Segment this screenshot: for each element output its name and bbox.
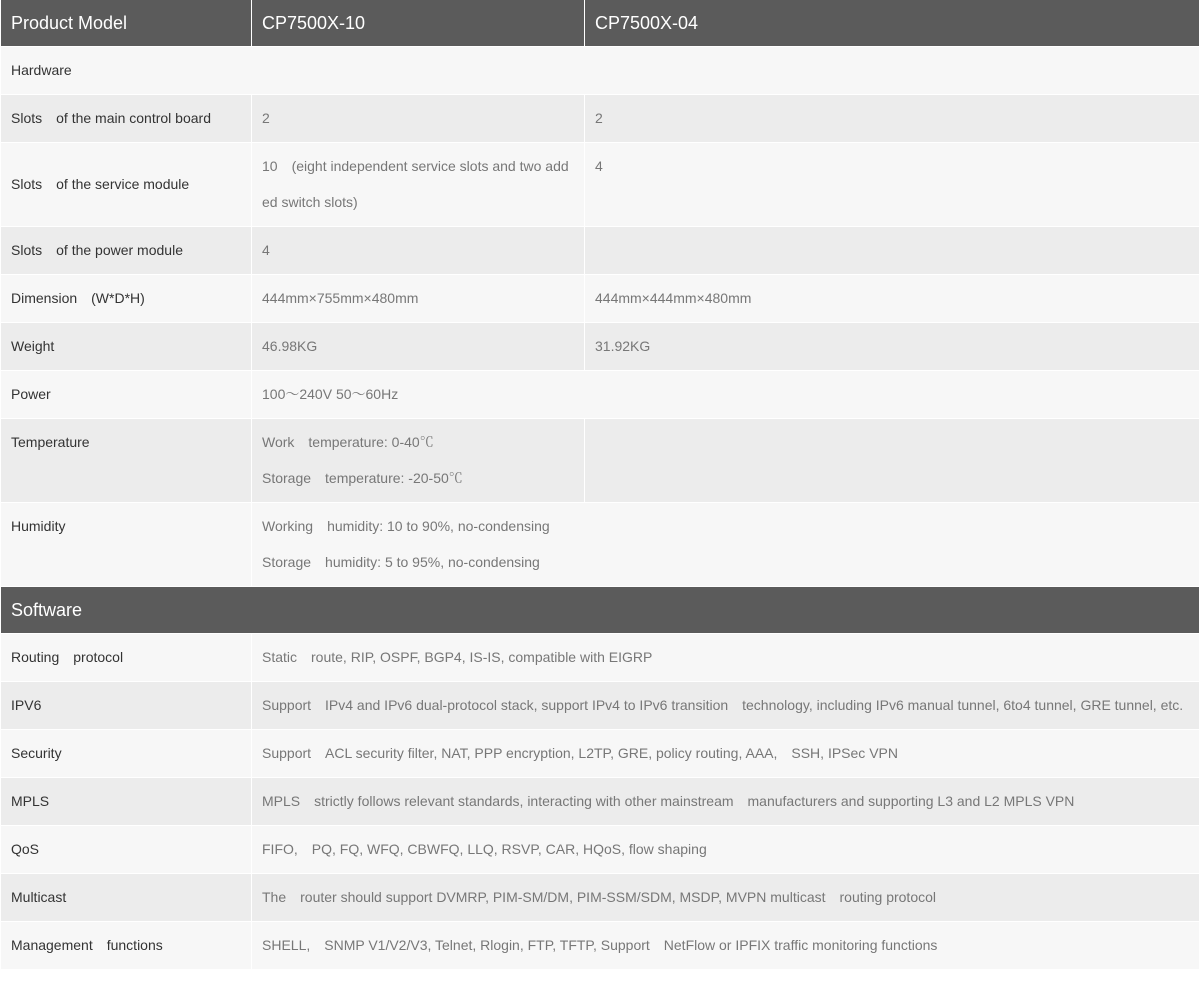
table-row [0, 874, 1200, 922]
table-row [0, 143, 1200, 227]
table-row [0, 275, 1200, 323]
header-model-10: CP7500X-10 [252, 0, 585, 47]
row-label: QoS [0, 826, 252, 874]
section-label-hardware: Hardware [0, 47, 1200, 95]
table-row [0, 95, 1200, 143]
table-row [0, 778, 1200, 826]
table-row [0, 371, 1200, 419]
table-row [0, 826, 1200, 874]
row-value-shared: 100～240V 50～60Hz [252, 371, 1200, 419]
header-model-04: CP7500X-04 [585, 0, 1200, 47]
row-label: Slots of the power module [0, 227, 252, 275]
table-row [0, 227, 1200, 275]
row-value-10: 2 [252, 95, 585, 143]
table-row [0, 682, 1200, 730]
row-value-shared: Support IPv4 and IPv6 dual-protocol stack, support IPv4 to IPv6 transition technology, including IPv6 manual tunnel, 6to4 tunnel, GRE tunnel, etc. [252, 682, 1200, 730]
row-value-shared: The router should support DVMRP, PIM-SM/DM, PIM-SSM/SDM, MSDP, MVPN multicast routing protocol [252, 874, 1200, 922]
table-row [0, 922, 1200, 970]
row-label: Weight [0, 323, 252, 371]
header-product-model: Product Model [0, 0, 252, 47]
row-label: Power [0, 371, 252, 419]
row-label: Humidity [0, 503, 252, 587]
row-value-04: 444mm×444mm×480mm [585, 275, 1200, 323]
row-label: IPV6 [0, 682, 252, 730]
row-value-shared: Support ACL security filter, NAT, PPP encryption, L2TP, GRE, policy routing, AAA, SSH, IPSec VPN [252, 730, 1200, 778]
row-label: Security [0, 730, 252, 778]
row-label: Management functions [0, 922, 252, 970]
table-header-row [0, 0, 1200, 47]
row-label: Multicast [0, 874, 252, 922]
row-value-10: 46.98KG [252, 323, 585, 371]
row-value-shared: FIFO, PQ, FQ, WFQ, CBWFQ, LLQ, RSVP, CAR, HQoS, flow shaping [252, 826, 1200, 874]
row-value-shared: Static route, RIP, OSPF, BGP4, IS-IS, compatible with EIGRP [252, 634, 1200, 682]
table-row [0, 419, 1200, 503]
row-value-shared [252, 503, 1200, 587]
row-value-shared: SHELL, SNMP V1/V2/V3, Telnet, Rlogin, FTP, TFTP, Support NetFlow or IPFIX traffic monitoring functions [252, 922, 1200, 970]
temp-work-line: Work temperature: 0-40℃ [262, 434, 434, 450]
row-value-10: 10 (eight independent service slots and two add ed switch slots) [252, 143, 585, 227]
row-label: Temperature [0, 419, 252, 503]
row-value-04: 4 [585, 143, 1200, 227]
table-row [0, 503, 1200, 587]
row-value-04 [585, 227, 1200, 275]
row-value-04: 31.92KG [585, 323, 1200, 371]
humidity-working-line: Working humidity: 10 to 90%, no-condensing [262, 518, 550, 534]
row-value-04 [585, 419, 1200, 503]
section-row-hardware [0, 47, 1200, 95]
row-value-shared: MPLS strictly follows relevant standards, interacting with other mainstream manufacturers and supporting L3 and L2 MPLS VPN [252, 778, 1200, 826]
row-value-10: 4 [252, 227, 585, 275]
humidity-storage-line: Storage humidity: 5 to 95%, no-condensing [262, 554, 540, 570]
row-label: Slots of the main control board [0, 95, 252, 143]
row-label: MPLS [0, 778, 252, 826]
row-label: Routing protocol [0, 634, 252, 682]
temp-storage-line: Storage temperature: -20-50℃ [262, 470, 463, 486]
row-value-04: 2 [585, 95, 1200, 143]
row-value-10: 444mm×755mm×480mm [252, 275, 585, 323]
section-header-software [0, 587, 1200, 634]
row-label: Slots of the service module [0, 143, 252, 227]
row-label: Dimension (W*D*H) [0, 275, 252, 323]
table-row [0, 730, 1200, 778]
table-row [0, 323, 1200, 371]
row-value-10 [252, 419, 585, 503]
section-label-software: Software [0, 587, 1200, 634]
table-row [0, 634, 1200, 682]
